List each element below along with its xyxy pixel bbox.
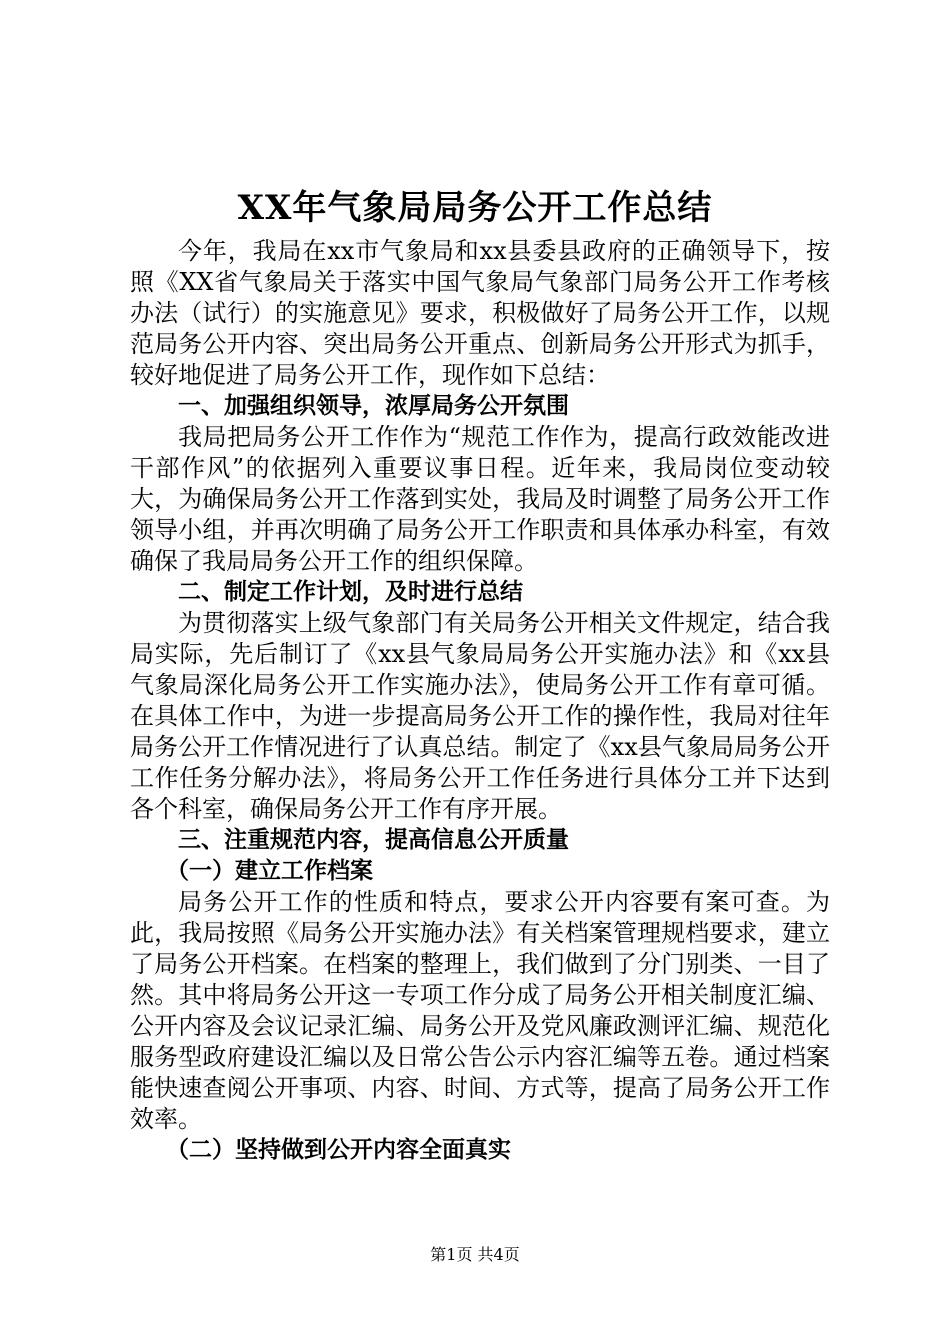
section-heading-2: 二、制定工作计划，及时进行总结 bbox=[178, 579, 523, 605]
subsection-3-1-paragraph: 局务公开工作的性质和特点，要求公开内容要有案可查。为此，我局按照《局务公开实施办法》有关档案管理规档要求，建立了局务公开档案。在档案的整理上，我们做到了分门别类、一目了然。其中将局务公开这一专项工作分成了局务公开相关制度汇编、公开内容及会议记录汇编、局务公开及党风廉政测评汇编、规范化服务型政府建设汇编以及日常公告公示内容汇编等五卷。通过档案能快速查阅公开事项、内容、时间、方式等，提高了局务公开工作效率。 bbox=[130, 888, 830, 1133]
page-number-footer: 第1页 共4页 bbox=[430, 1245, 520, 1264]
section-heading-3: 三、注重规范内容，提高信息公开质量 bbox=[178, 827, 569, 853]
subsection-heading-3-1: （一）建立工作档案 bbox=[166, 858, 373, 884]
section-heading-1: 一、加强组织领导，浓厚局务公开氛围 bbox=[178, 393, 569, 419]
section-1-paragraph: 我局把局务公开工作作为“规范工作作为，提高行政效能改进干部作风”的依据列入重要议事日程。近年来，我局岗位变动较大，为确保局务公开工作落到实处，我局及时调整了局务公开工作领导小组，并再次明确了局务公开工作职责和具体承办科室，有效确保了我局局务公开工作的组织保障。 bbox=[130, 423, 830, 575]
document-title: XX年气象局局务公开工作总结 bbox=[237, 188, 713, 228]
subsection-heading-3-2: （二）坚持做到公开内容全面真实 bbox=[166, 1137, 511, 1163]
document-body bbox=[130, 236, 830, 1166]
section-2-paragraph: 为贯彻落实上级气象部门有关局务公开相关文件规定，结合我局实际，先后制订了《xx县气象局局务公开实施办法》和《xx县气象局深化局务公开工作实施办法》，使局务公开工作有章可循。在具体工作中，为进一步提高局务公开工作的操作性，我局对往年局务公开工作情况进行了认真总结。制定了《xx县气象局局务公开工作任务分解办法》，将局务公开工作任务进行具体分工并下达到各个科室，确保局务公开工作有序开展。 bbox=[130, 609, 830, 823]
intro-paragraph: 今年，我局在xx市气象局和xx县委县政府的正确领导下，按照《XX省气象局关于落实中国气象局气象部门局务公开工作考核办法（试行）的实施意见》要求，积极做好了局务公开工作，以规范局务公开内容、突出局务公开重点、创新局务公开形式为抓手，较好地促进了局务公开工作，现作如下总结： bbox=[130, 237, 830, 389]
